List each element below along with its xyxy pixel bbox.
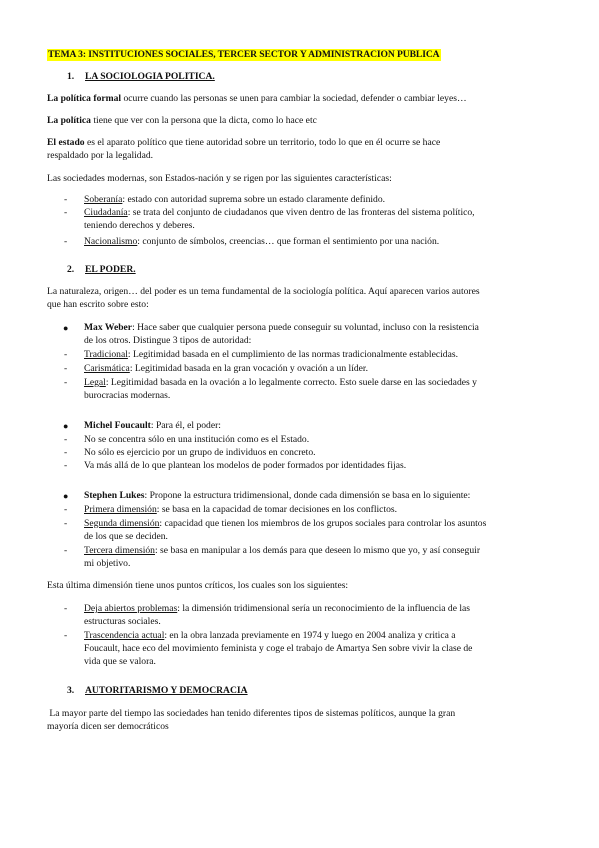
list-item-primera-dimension: [84, 504, 397, 516]
list-item-segunda-dimension-line-2: de los que se deciden.: [84, 531, 168, 542]
paragraph-politica-formal: [47, 93, 467, 105]
list-text: : Legitimidad basada en el cumplimiento de las normas tradicionalmente establecidas.: [127, 349, 458, 360]
section-3-heading: [67, 685, 248, 697]
author-text: : Hace saber que cualquier persona puede conseguir su voluntad, incluso con la resistencia: [132, 322, 479, 333]
list-item-foucault-2: No sólo es ejercicio por un grupo de individuos en concreto.: [84, 447, 316, 458]
list-item-soberania: [84, 194, 385, 206]
term-politica-formal: La política formal: [47, 93, 122, 104]
section-1-number: 1.: [67, 71, 75, 82]
section-1-title: LA SOCIOLOGIA POLITICA.: [85, 71, 215, 82]
list-item-foucault-1: No se concentra sólo en una institución como es el Estado.: [84, 434, 310, 445]
list-dash: -: [64, 545, 68, 556]
list-dash: -: [64, 630, 68, 641]
author-lukes: [84, 490, 470, 502]
bullet-icon: ●: [63, 491, 69, 501]
list-dash: -: [64, 236, 68, 247]
list-item-trascendencia-line-3: vida que se valora.: [84, 656, 156, 667]
section-2-heading: [67, 264, 136, 276]
author-text: : Propone la estructura tridimensional, donde cada dimensión se basa en lo siguiente:: [144, 490, 471, 501]
list-item-tercera-dimension-line-2: mi objetivo.: [84, 558, 131, 569]
list-term: Primera dimensión: [84, 504, 157, 515]
list-dash: -: [64, 603, 68, 614]
list-item-ciudadania-line-2: teniendo derechos y deberes.: [84, 220, 195, 231]
list-text: : capacidad que tienen los miembros de los grupos sociales para controlar los asuntos: [159, 518, 487, 529]
term-estado: El estado: [47, 137, 85, 148]
list-text: : la dimensión tridimensional sería un reconocimiento de la influencia de las: [177, 603, 471, 614]
paragraph-intro-poder: La naturaleza, origen… del poder es un tema fundamental de la sociología política. Aquí aparecen varios autores: [47, 286, 480, 297]
list-dash: -: [64, 460, 68, 471]
term-politica: La política: [47, 115, 91, 126]
list-dash: -: [64, 349, 68, 360]
section-1-heading: [67, 71, 215, 83]
list-term: Legal: [84, 377, 106, 388]
list-text: : en la obra lanzada previamente en 1974 y luego en 2004 analiza y critica a: [164, 630, 456, 641]
list-item-deja-abiertos-line-2: estructuras sociales.: [84, 616, 161, 627]
author-weber: [84, 322, 479, 334]
author-foucault: [84, 420, 221, 432]
list-item-ciudadania: [84, 207, 475, 219]
section-2-title: EL PODER.: [85, 264, 136, 275]
list-term: Tradicional: [84, 349, 128, 360]
list-item-legal-line-2: burocracias modernas.: [84, 390, 171, 401]
list-dash: -: [64, 447, 68, 458]
list-dash: -: [64, 207, 68, 218]
paragraph-estado-line-2: respaldado por la legalidad.: [47, 150, 154, 161]
list-item-trascendencia: [84, 630, 456, 642]
list-item-deja-abiertos: [84, 603, 470, 615]
list-text: : se trata del conjunto de ciudadanos que viven dentro de las fronteras del sistema político,: [127, 207, 475, 218]
list-term: Soberanía: [84, 194, 123, 205]
document-title: TEMA 3: INSTITUCIONES SOCIALES, TERCER SECTOR Y ADMINISTRACION PUBLICA: [48, 49, 440, 60]
list-text: : Legitimidad basada en la ovación a lo legalmente correcto. Esto suele darse en las sociedades y: [105, 377, 477, 388]
author-text: : Para él, el poder:: [150, 420, 221, 431]
bullet-icon: ●: [63, 421, 69, 431]
list-text: : conjunto de símbolos, creencias… que forman el sentimiento por una nación.: [137, 236, 440, 247]
definition-text: es el aparato político que tiene autoridad sobre un territorio, todo lo que en él ocurre se hace: [84, 137, 441, 148]
list-dash: -: [64, 194, 68, 205]
list-item-foucault-3: Va más allá de lo que plantean los modelos de poder formados por identidades fijas.: [84, 460, 407, 471]
paragraph-intro-poder-line-2: que han escrito sobre esto:: [47, 299, 149, 310]
list-dash: -: [64, 434, 68, 445]
list-text: : se basa en manipular a los demás para que deseen lo mismo que yo, y así conseguir: [154, 545, 481, 556]
list-term: Ciudadanía: [84, 207, 128, 218]
list-item-tercera-dimension: [84, 545, 480, 557]
bullet-icon: ●: [63, 323, 69, 333]
list-item-carismatica: [84, 363, 368, 375]
list-term: Tercera dimensión: [84, 545, 155, 556]
section-3-title: AUTORITARISMO Y DEMOCRACIA: [85, 685, 248, 696]
author-name: Max Weber: [84, 322, 133, 333]
list-item-nacionalismo: [84, 236, 439, 248]
author-name: Stephen Lukes: [84, 490, 145, 501]
list-item-tradicional: [84, 349, 458, 361]
list-dash: -: [64, 518, 68, 529]
author-name: Michel Foucault: [84, 420, 151, 431]
list-item-segunda-dimension: [84, 518, 486, 530]
author-weber-line-2: de los otros. Distingue 3 tipos de autoridad:: [84, 335, 252, 346]
list-term: Deja abiertos problemas: [84, 603, 178, 614]
paragraph-puntos-criticos: Esta última dimensión tiene unos puntos críticos, los cuales son los siguientes:: [47, 580, 349, 591]
section-2-number: 2.: [67, 264, 75, 275]
paragraph-sociedades-modernas: Las sociedades modernas, son Estados-nación y se rigen por las siguientes características:: [47, 173, 392, 184]
list-text: : Legitimidad basada en la gran vocación y ovación a un líder.: [129, 363, 368, 374]
paragraph-politica: [47, 115, 317, 127]
list-text: : se basa en la capacidad de tomar decisiones en los conflictos.: [156, 504, 398, 515]
list-term: Nacionalismo: [84, 236, 138, 247]
list-term: Carismática: [84, 363, 130, 374]
list-item-trascendencia-line-2: Foucault, hace eco del movimiento feminista y coge el trabajo de Amartya Sen sobre vivir la clase de: [84, 643, 473, 654]
list-text: : estado con autoridad suprema sobre un estado claramente definido.: [122, 194, 386, 205]
paragraph-autoritarismo-line-2: mayoría dicen ser democráticos: [47, 721, 169, 732]
paragraph-autoritarismo: La mayor parte del tiempo las sociedades han tenido diferentes tipos de sistemas políticos, aunque la gran: [47, 708, 456, 719]
list-item-legal: [84, 377, 477, 389]
list-dash: -: [64, 504, 68, 515]
list-term: Segunda dimensión: [84, 518, 160, 529]
definition-text: tiene que ver con la persona que la dicta, como lo hace etc: [90, 115, 317, 126]
list-term: Trascendencia actual: [84, 630, 165, 641]
definition-text: ocurre cuando las personas se unen para cambiar la sociedad, defender o cambiar leyes…: [121, 93, 467, 104]
list-dash: -: [64, 363, 68, 374]
section-3-number: 3.: [67, 685, 75, 696]
paragraph-estado: [47, 137, 440, 149]
list-dash: -: [64, 377, 68, 388]
